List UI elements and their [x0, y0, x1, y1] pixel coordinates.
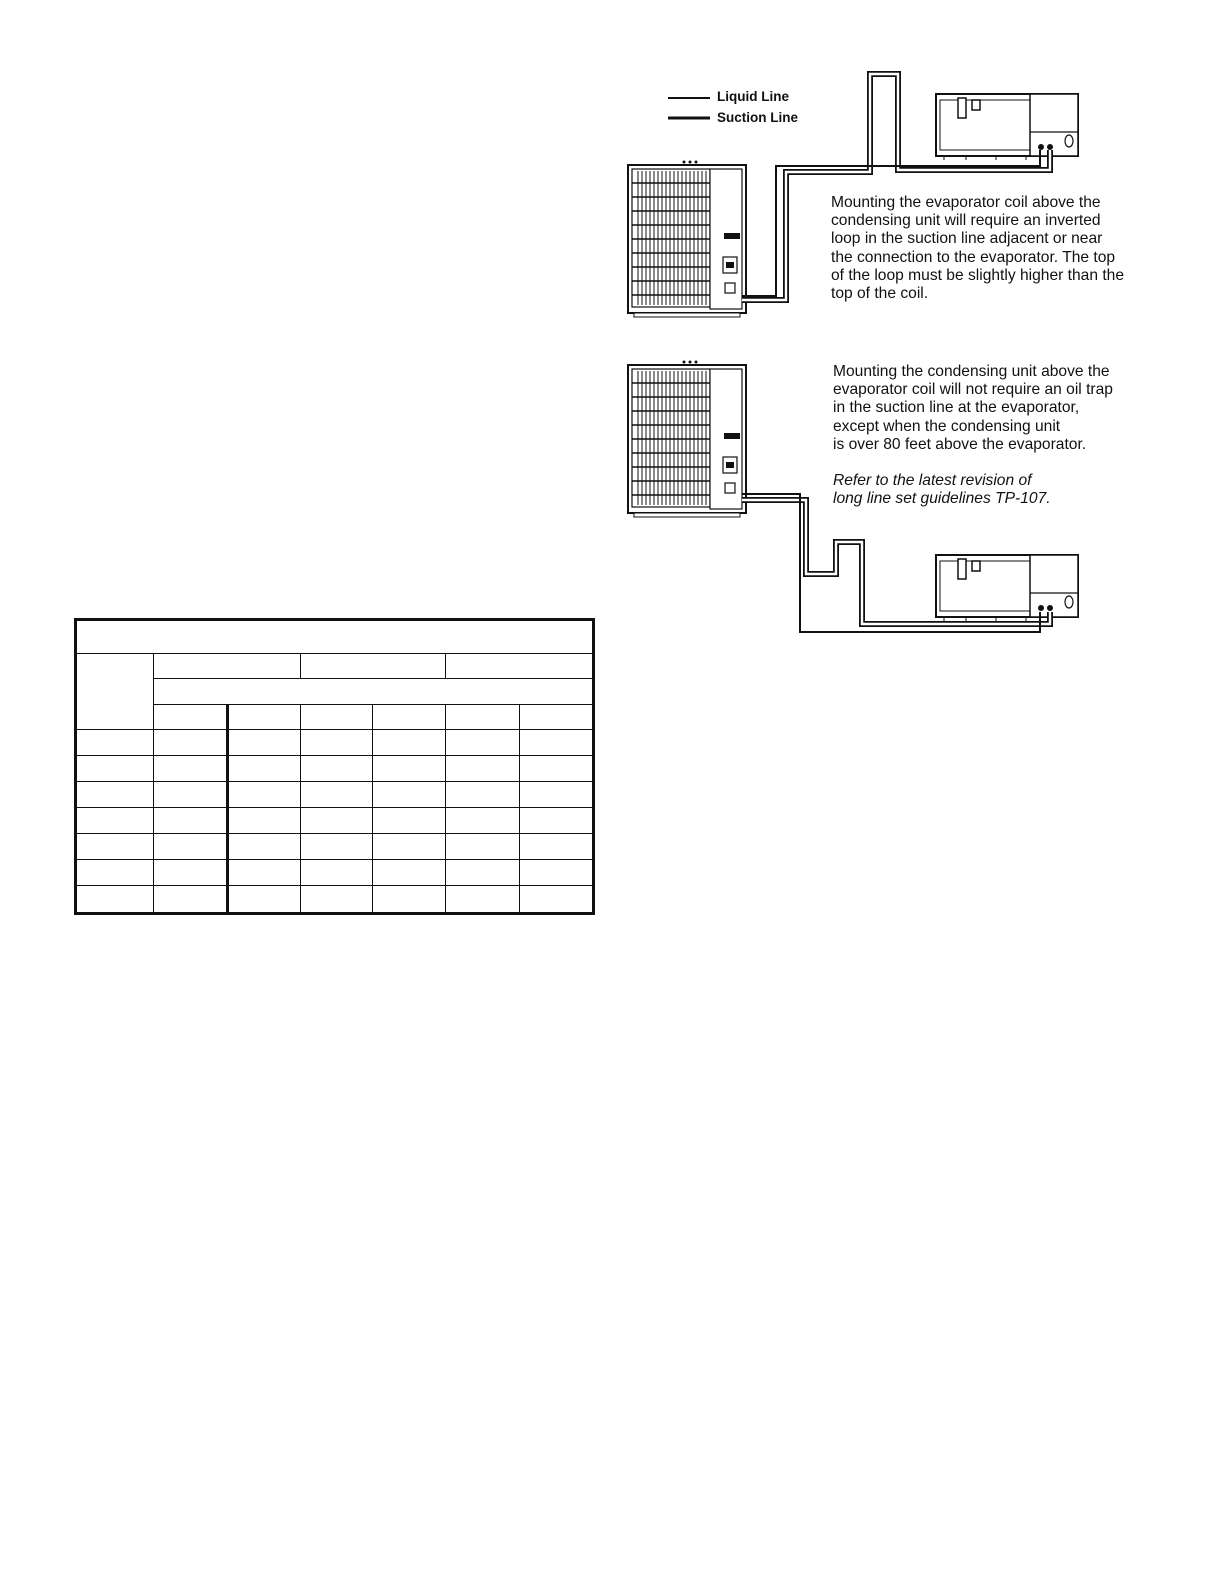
- condensing-unit-bottom: [628, 361, 746, 518]
- evaporator-coil-bottom: [936, 555, 1078, 621]
- table-row: [76, 808, 594, 834]
- table-row: [76, 886, 594, 914]
- table-header-row: [76, 654, 594, 679]
- note-line: is over 80 feet above the evaporator.: [833, 435, 1087, 453]
- table-header-cell: [76, 654, 154, 730]
- line-sizing-table: [74, 618, 595, 915]
- table-header-cell: [228, 705, 301, 730]
- table-header-cell: [154, 705, 228, 730]
- table-title-row: [76, 620, 594, 654]
- table-header-cell: [520, 705, 594, 730]
- table-row: [76, 860, 594, 886]
- table-header-cell: [373, 705, 446, 730]
- note-line: Mounting the evaporator coil above the: [831, 194, 1101, 211]
- note-line: top of the coil.: [831, 285, 929, 303]
- table-header-cell: [446, 705, 520, 730]
- evaporator-above-note: [831, 194, 1124, 303]
- note-line: evaporator coil will not require an oil trap: [833, 381, 1113, 399]
- table-row: [76, 730, 594, 756]
- table-header-cell: [301, 654, 446, 679]
- note-line: Mounting the condensing unit above the: [833, 363, 1110, 380]
- table-header-cell: [154, 679, 594, 705]
- table-header-cell: [154, 654, 301, 679]
- note-line: in the suction line at the evaporator,: [833, 399, 1080, 417]
- suction-line-label: Suction Line: [717, 110, 798, 125]
- table-header-cell: [446, 654, 594, 679]
- table-header-row: [76, 679, 594, 705]
- table-header-row: [76, 705, 594, 730]
- note-line: condensing unit will require an inverted: [831, 212, 1101, 230]
- table-row: [76, 834, 594, 860]
- table-header-cell: [301, 705, 373, 730]
- note-line: loop in the suction line adjacent or near: [831, 230, 1103, 248]
- table-row: [76, 782, 594, 808]
- note-line: of the loop must be slightly higher than the: [831, 266, 1124, 284]
- table-row: [76, 756, 594, 782]
- condensing-unit-top: [628, 161, 746, 318]
- guideline-reference: long line set guidelines TP-107.: [833, 490, 1051, 508]
- guideline-reference: Refer to the latest revision of: [833, 472, 1032, 490]
- condenser-above-note: [833, 363, 1113, 508]
- note-line: except when the condensing unit: [833, 417, 1061, 435]
- evaporator-coil-top: [936, 94, 1078, 160]
- table-title: [76, 620, 594, 654]
- liquid-line-label: Liquid Line: [717, 89, 789, 104]
- note-line: the connection to the evaporator. The top: [831, 248, 1116, 266]
